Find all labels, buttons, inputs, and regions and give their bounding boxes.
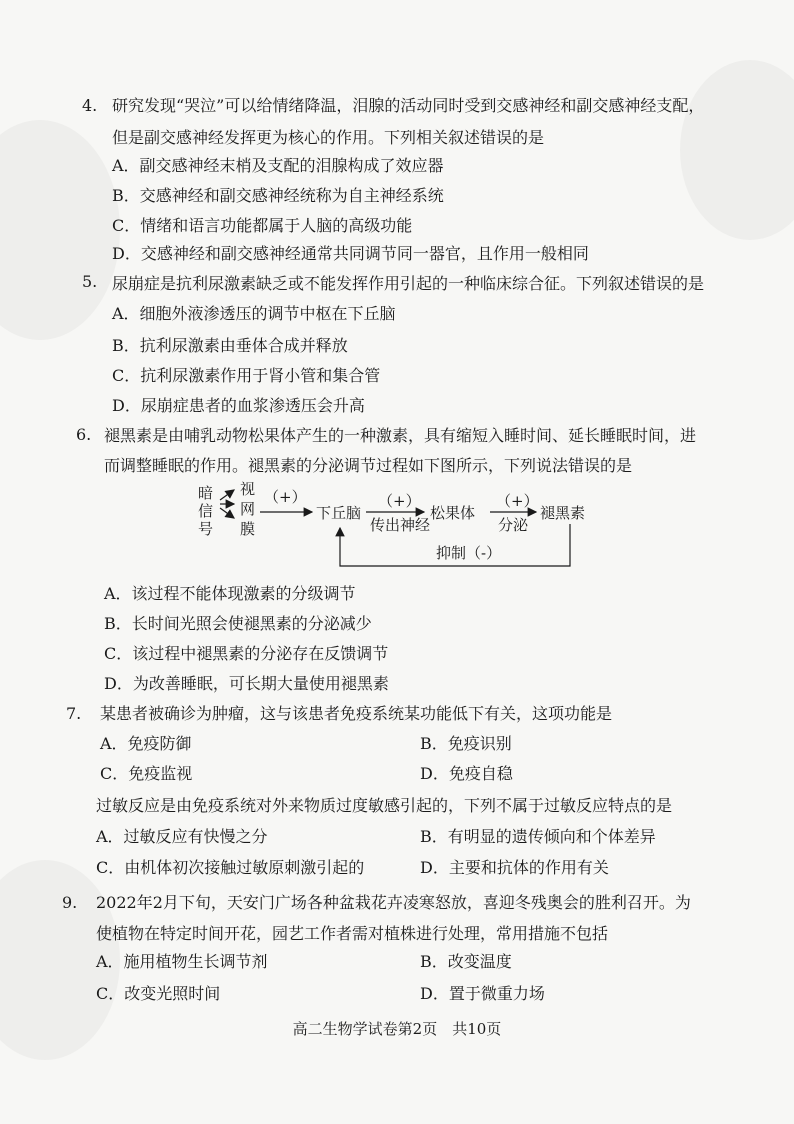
page-footer: 高二生物学试卷第2页 共10页 [292, 1020, 502, 1038]
question-9-option-b: B．改变温度 [420, 952, 512, 971]
question-4-option-a: A．副交感神经末梢及支配的泪腺构成了效应器 [112, 156, 444, 175]
pineal-label: 松果体 [430, 504, 476, 522]
question-7-stem: 某患者被确诊为肿瘤，这与该患者免疫系统某功能低下有关，这项功能是 [100, 704, 613, 723]
question-8-stem: 过敏反应是由免疫系统对外来物质过度敏感引起的，下列不属于过敏反应特点的是 [96, 796, 673, 815]
arrow-dark-to-retina-3 [220, 508, 234, 518]
dark-signal-char-2: 信 [198, 502, 214, 520]
question-8-option-c: C．由机体初次接触过敏原刺激引起的 [96, 858, 365, 877]
hypothalamus-label: 下丘脑 [316, 504, 362, 522]
retina-char-1: 视 [240, 480, 256, 498]
label-plus-3: （+） [496, 492, 539, 510]
question-4-number: 4. [82, 96, 98, 115]
secretion-label: 分泌 [498, 516, 529, 534]
question-6-option-b: B．长时间光照会使褪黑素的分泌减少 [104, 614, 372, 633]
question-5-option-c: C．抗利尿激素作用于肾小管和集合管 [112, 366, 381, 385]
question-4-option-b: B．交感神经和副交感神经统称为自主神经系统 [112, 186, 444, 205]
question-6-option-d: D．为改善睡眠，可长期大量使用褪黑素 [104, 674, 389, 693]
question-6-option-c: C．该过程中褪黑素的分泌存在反馈调节 [104, 644, 389, 663]
question-4-stem-line2: 但是副交感神经发挥更为核心的作用。下列相关叙述错误的是 [112, 128, 545, 147]
question-5-number: 5. [82, 272, 98, 291]
question-4-option-d: D．交感神经和副交感神经通常共同调节同一器官，且作用一般相同 [112, 244, 589, 263]
question-7-option-d: D．免疫自稳 [420, 764, 513, 783]
question-9-stem-line1: 2022年2月下旬，天安门广场各种盆栽花卉凌寒怒放，喜迎冬残奥会的胜利召开。为 [96, 893, 691, 912]
question-4-stem-line1: 研究发现“哭泣”可以给情绪降温，泪腺的活动同时受到交感神经和副交感神经支配， [112, 96, 705, 115]
question-8-option-d: D．主要和抗体的作用有关 [420, 858, 609, 877]
question-6-stem-line2: 而调整睡眠的作用。褪黑素的分泌调节过程如下图所示，下列说法错误的是 [104, 456, 633, 475]
question-7-number: 7. [66, 704, 82, 723]
question-7-option-c: C．免疫监视 [100, 764, 193, 783]
label-plus-2: （+） [378, 492, 421, 510]
question-5-option-d: D．尿崩症患者的血浆渗透压会升高 [112, 396, 365, 415]
arrow-dark-to-retina-1 [220, 490, 234, 500]
dark-signal-char-1: 暗 [198, 484, 214, 502]
dark-signal-char-3: 号 [198, 520, 214, 538]
melatonin-label: 褪黑素 [540, 504, 586, 522]
question-7-option-a: A．免疫防御 [100, 734, 192, 753]
question-8-option-a: A．过敏反应有快慢之分 [96, 827, 268, 846]
question-6-option-a: A．该过程不能体现激素的分级调节 [104, 584, 356, 603]
question-6-stem-line1: 褪黑素是由哺乳动物松果体产生的一种激素，具有缩短入睡时间、延长睡眠时间，进 [104, 426, 697, 445]
question-5-option-b: B．抗利尿激素由垂体合成并释放 [112, 336, 348, 355]
question-9-number: 9. [62, 893, 78, 912]
label-plus-1: （+） [264, 488, 307, 506]
question-9-stem-line2: 使植物在特定时间开花，园艺工作者需对植株进行处理，常用措施不包括 [96, 924, 609, 943]
inhibition-label: 抑制（-） [436, 544, 502, 562]
question-9-option-c: C．改变光照时间 [96, 984, 221, 1003]
question-8-option-b: B．有明显的遗传倾向和个体差异 [420, 827, 656, 846]
melatonin-regulation-diagram [190, 478, 610, 578]
question-5-option-a: A．细胞外液渗透压的调节中枢在下丘脑 [112, 304, 396, 323]
question-6-number: 6. [76, 425, 92, 444]
question-9-option-a: A．施用植物生长调节剂 [96, 952, 268, 971]
question-7-option-b: B．免疫识别 [420, 734, 512, 753]
question-5-stem: 尿崩症是抗利尿激素缺乏或不能发挥作用引起的一种临床综合征。下列叙述错误的是 [112, 274, 705, 293]
retina-char-2: 网 [240, 500, 256, 518]
question-9-option-d: D．置于微重力场 [420, 984, 545, 1003]
scan-smudge [0, 120, 120, 340]
retina-char-3: 膜 [240, 520, 256, 538]
scan-smudge [680, 60, 794, 240]
question-4-option-c: C．情绪和语言功能都属于人脑的高级功能 [112, 216, 413, 235]
efferent-nerve-label: 传出神经 [370, 516, 431, 534]
